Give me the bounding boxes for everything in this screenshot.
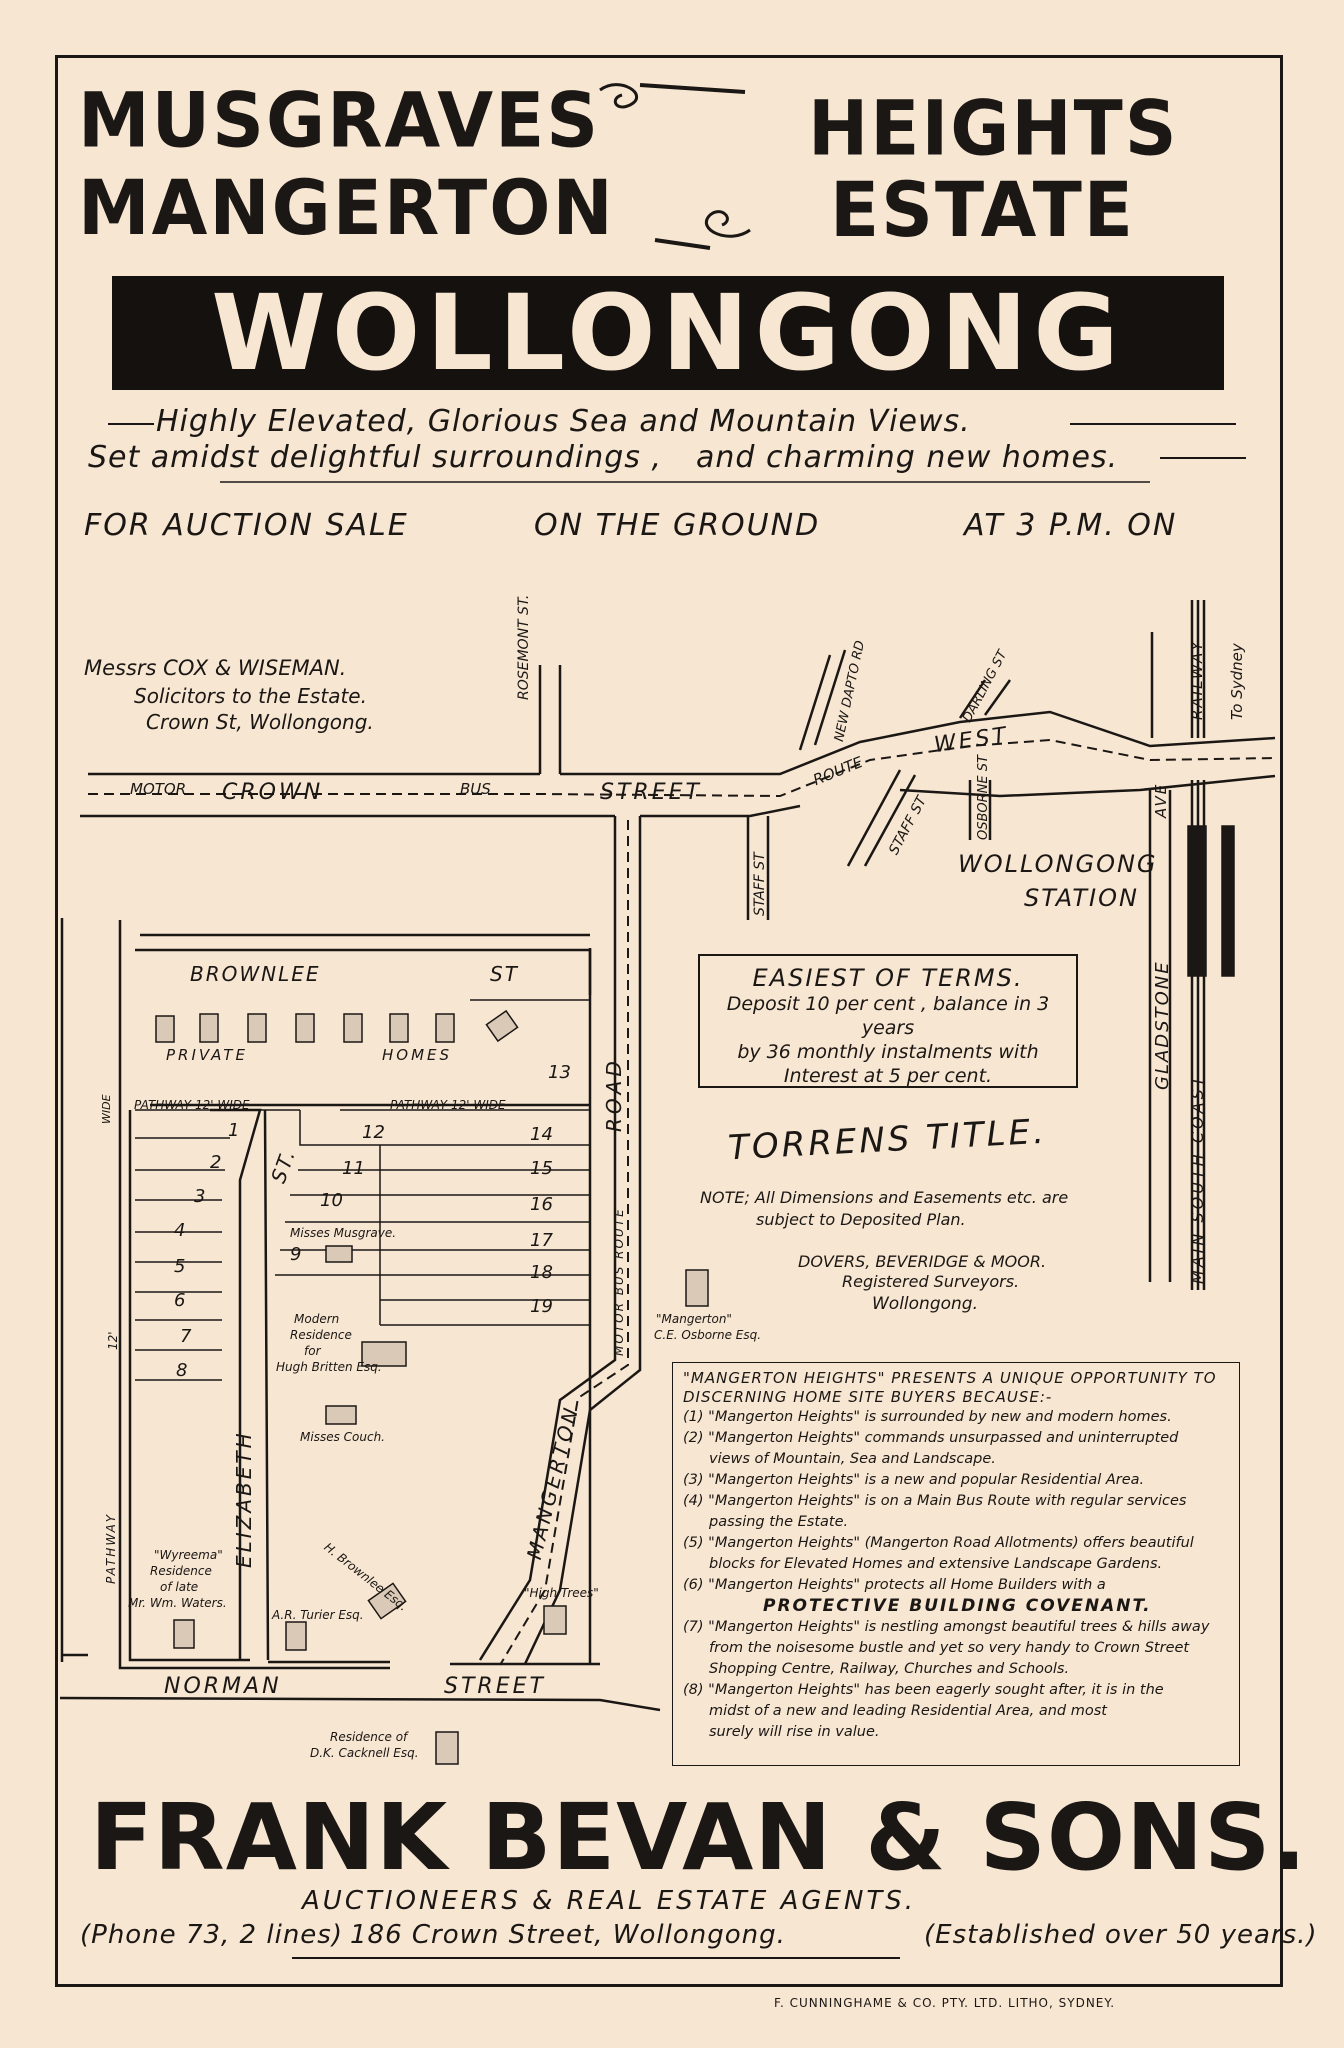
title-heights: HEIGHTS <box>808 83 1179 173</box>
lot-number: 13 <box>548 1062 571 1083</box>
note-line-2: subject to Deposited Plan. <box>756 1210 966 1229</box>
label-railway: RAILWAY <box>1188 639 1206 720</box>
reason-line: (1) "Mangerton Heights" is surrounded by new and modern homes. <box>683 1409 1172 1425</box>
reason-line: from the noisesome bustle and yet so very handy to Crown Street <box>709 1640 1190 1656</box>
lot-number: 4 <box>174 1220 186 1241</box>
label-brownlee: BROWNLEE <box>190 962 321 986</box>
reasons-heading-2: DISCERNING HOME SITE BUYERS BECAUSE:- <box>683 1388 1053 1406</box>
solicitors-line-2: Solicitors to the Estate. <box>134 684 367 708</box>
reason-line: (8) "Mangerton Heights" has been eagerly sought after, it is in the <box>683 1682 1164 1698</box>
terms-line-1: Deposit 10 per cent , balance in 3 years <box>726 993 1050 1039</box>
note-modern-residence-3: for <box>304 1344 321 1358</box>
terms-line-3: Interest at 5 per cent. <box>783 1065 993 1087</box>
label-pathway-12: 12' <box>106 1331 120 1350</box>
note-line-1: NOTE; All Dimensions and Easements etc. are <box>700 1188 1069 1207</box>
terms-line-2: by 36 monthly instalments with <box>737 1041 1039 1063</box>
reason-line: passing the Estate. <box>709 1514 849 1530</box>
reason-line: (3) "Mangerton Heights" is a new and popular Residential Area. <box>683 1472 1145 1488</box>
label-elizabeth-st: ST. <box>266 1145 301 1187</box>
reason-line: surely will rise in value. <box>709 1724 880 1740</box>
label-main-south-coast: MAIN SOUTH COAST <box>1188 1073 1207 1284</box>
label-new-dapto: NEW DAPTO RD <box>832 639 869 744</box>
note-cacknell-2: D.K. Cacknell Esq. <box>310 1746 419 1760</box>
note-modern-residence-4: Hugh Britten Esq. <box>276 1360 382 1374</box>
label-road: ROAD <box>602 1057 626 1132</box>
note-modern-residence-2: Residence <box>290 1328 352 1342</box>
note-misses-couch: Misses Couch. <box>300 1430 385 1444</box>
lot-number: 8 <box>176 1360 188 1381</box>
agent-address: 186 Crown Street, Wollongong. <box>350 1920 786 1950</box>
lot-number: 18 <box>530 1262 553 1283</box>
label-norman-street: STREET <box>444 1674 546 1699</box>
agent-name: FRANK BEVAN & SONS. <box>90 1784 1308 1891</box>
reason-line: (2) "Mangerton Heights" commands unsurpassed and uninterrupted <box>683 1430 1179 1446</box>
reason-line: Shopping Centre, Railway, Churches and Schools. <box>709 1661 1070 1677</box>
lot-number: 17 <box>530 1230 553 1251</box>
title-estate: ESTATE <box>830 165 1135 255</box>
note-wyreema-4: Mr. Wm. Waters. <box>128 1596 227 1610</box>
lot-number: 11 <box>342 1158 365 1179</box>
note-misses-musgrave: Misses Musgrave. <box>290 1226 397 1240</box>
reason-line: (6) "Mangerton Heights" protects all Home Builders with a <box>683 1577 1106 1593</box>
station-line-2: STATION <box>1024 884 1139 912</box>
label-homes: HOMES <box>382 1046 453 1064</box>
label-pathway-top-left: PATHWAY 12' WIDE <box>134 1098 250 1112</box>
lot-number: 1 <box>228 1120 240 1141</box>
label-street: STREET <box>600 780 702 805</box>
label-pathway-top-right: PATHWAY 12' WIDE <box>390 1098 506 1112</box>
solicitors-line-3: Crown St, Wollongong. <box>146 710 374 734</box>
label-ave: AVE <box>1152 782 1170 818</box>
tagline-line-2a: Set amidst delightful surroundings , <box>88 440 662 475</box>
note-wyreema-3: of late <box>160 1580 199 1594</box>
tagline-line-2b: and charming new homes. <box>696 440 1119 475</box>
title-musgraves: MUSGRAVES <box>78 75 601 165</box>
label-route: ROUTE <box>810 752 866 790</box>
label-bus-route: MOTOR BUS ROUTE <box>612 1207 626 1356</box>
note-brownlee-esq: H. Brownlee Esq. <box>321 1540 411 1614</box>
label-private: PRIVATE <box>166 1046 248 1064</box>
note-cacknell-1: Residence of <box>330 1730 408 1744</box>
note-wyreema-1: "Wyreema" <box>154 1548 223 1562</box>
agent-subtitle: AUCTIONEERS & REAL ESTATE AGENTS. <box>302 1886 917 1916</box>
terms-heading: EASIEST OF TERMS. <box>752 964 1024 992</box>
label-to-sydney: To Sydney <box>1228 643 1246 720</box>
agent-established: (Established over 50 years.) <box>924 1920 1318 1950</box>
auction-time: AT 3 P.M. ON <box>964 508 1178 543</box>
label-norman: NORMAN <box>164 1674 282 1699</box>
lot-number: 2 <box>210 1152 222 1173</box>
note-wyreema-2: Residence <box>150 1564 212 1578</box>
lot-number: 15 <box>530 1158 553 1179</box>
reasons-heading-1: "MANGERTON HEIGHTS" PRESENTS A UNIQUE OPPORTUNITY TO <box>683 1369 1217 1387</box>
reasons-covenant: PROTECTIVE BUILDING COVENANT. <box>763 1596 1152 1616</box>
label-rosemont: ROSEMONT ST. <box>516 594 532 700</box>
lot-number: 19 <box>530 1296 553 1317</box>
lot-number: 9 <box>290 1244 302 1265</box>
lot-number: 16 <box>530 1194 553 1215</box>
label-motor: MOTOR <box>130 780 187 798</box>
note-modern-residence-1: Modern <box>294 1312 340 1326</box>
reason-line: midst of a new and leading Residential Area, and most <box>709 1703 1107 1719</box>
solicitors-line-1: Messrs COX & WISEMAN. <box>84 656 347 680</box>
lot-number: 6 <box>174 1290 186 1311</box>
title-mangerton-left: MANGERTON <box>78 163 615 253</box>
label-wide-left: WIDE <box>100 1094 113 1124</box>
label-mangerton-rd: MANGERTON <box>522 1402 584 1562</box>
reason-line: blocks for Elevated Homes and extensive Landscape Gardens. <box>709 1556 1163 1572</box>
printer-credit: F. CUNNINGHAME & CO. PTY. LTD. LITHO, SYDNEY. <box>774 1996 1116 2010</box>
label-darling: DARLING ST <box>960 648 1011 726</box>
label-west: WEST <box>932 722 1011 759</box>
auction-ground: ON THE GROUND <box>534 508 821 543</box>
note-mangerton-house-2: C.E. Osborne Esq. <box>654 1328 762 1342</box>
note-turier: A.R. Turier Esq. <box>272 1608 364 1622</box>
lot-number: 5 <box>174 1256 186 1277</box>
lot-number: 3 <box>194 1186 206 1207</box>
label-staff-st-1: STAFF ST <box>752 852 768 916</box>
label-elizabeth: ELIZABETH <box>232 1430 256 1568</box>
label-gladstone: GLADSTONE <box>1152 960 1173 1090</box>
surveyors-line-2: Registered Surveyors. <box>842 1272 1020 1291</box>
auction-sale: FOR AUCTION SALE <box>84 508 409 543</box>
label-pathway-left: PATHWAY <box>104 1512 118 1584</box>
station-line-1: WOLLONGONG <box>958 850 1158 878</box>
note-high-trees: "High Trees" <box>524 1586 599 1600</box>
surveyors-line-3: Wollongong. <box>872 1294 978 1314</box>
reason-line: views of Mountain, Sea and Landscape. <box>709 1451 996 1467</box>
reason-line: (7) "Mangerton Heights" is nestling amongst beautiful trees & hills away <box>683 1619 1210 1635</box>
reason-line: (4) "Mangerton Heights" is on a Main Bus Route with regular services <box>683 1493 1187 1509</box>
label-staff-st-2: STAFF ST <box>886 793 931 858</box>
lot-number: 7 <box>180 1326 192 1347</box>
label-bus: BUS <box>460 780 491 798</box>
lot-number: 14 <box>530 1124 553 1145</box>
lot-number: 10 <box>320 1190 343 1211</box>
tagline-line-1: Highly Elevated, Glorious Sea and Mountain Views. <box>156 404 971 439</box>
label-crown: CROWN <box>222 780 324 805</box>
lot-number: 12 <box>362 1122 385 1143</box>
reason-line: (5) "Mangerton Heights" (Mangerton Road Allotments) offers beautiful <box>683 1535 1194 1551</box>
label-brownlee-st: ST <box>490 962 519 986</box>
agent-phone: (Phone 73, 2 lines) <box>80 1920 343 1950</box>
label-osborne: OSBORNE ST <box>976 755 991 840</box>
note-mangerton-house-1: "Mangerton" <box>656 1312 732 1326</box>
torrens-title: TORRENS TITLE. <box>727 1111 1048 1169</box>
surveyors-line-1: DOVERS, BEVERIDGE & MOOR. <box>798 1252 1047 1271</box>
town-name: WOLLONGONG <box>211 272 1125 394</box>
